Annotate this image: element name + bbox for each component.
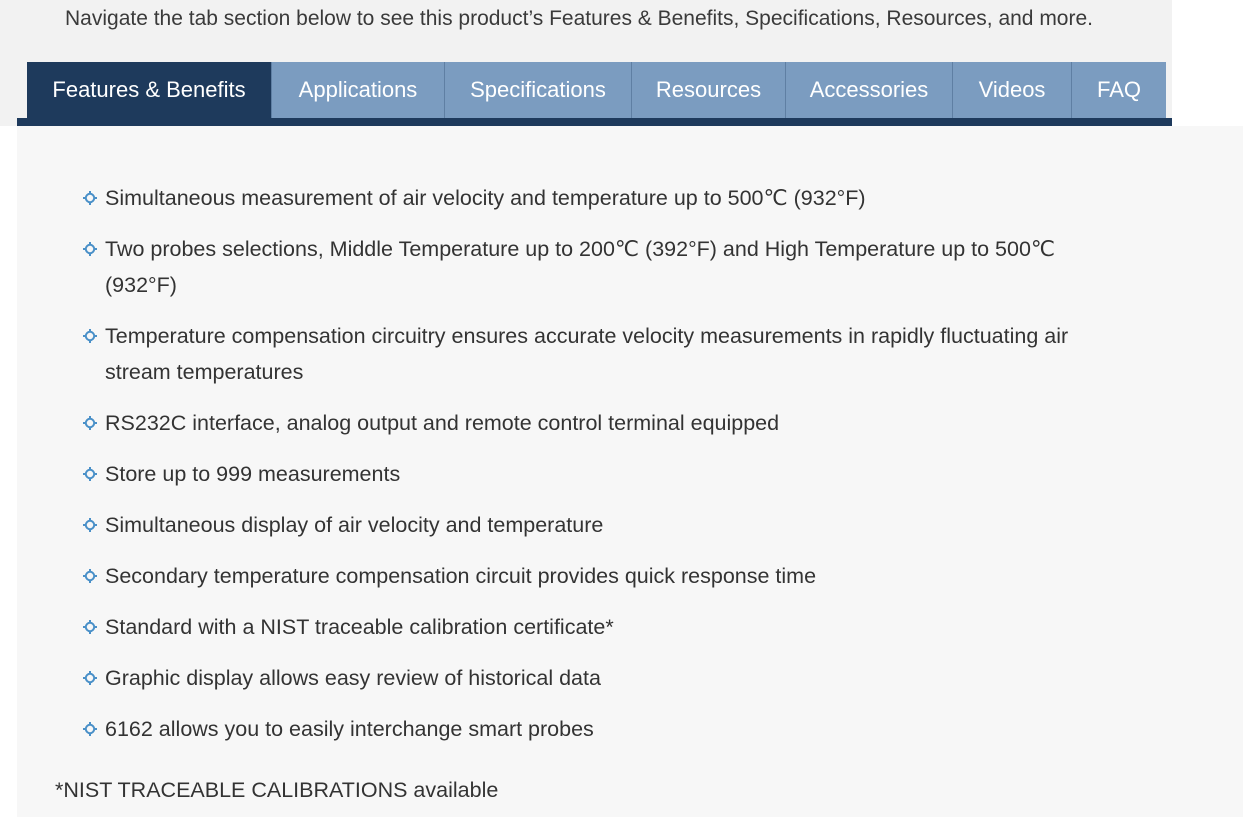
feature-item [82, 405, 1122, 441]
tab-features-benefits[interactable]: Features & Benefits [27, 62, 271, 118]
tab-underline [17, 118, 1172, 126]
tab-bar [27, 62, 1166, 118]
feature-item [82, 231, 1122, 303]
feature-item [82, 711, 1122, 747]
tab-resources[interactable]: Resources [631, 62, 785, 118]
feature-text: Simultaneous measurement of air velocity and temperature up to 500℃ (932°F) [105, 186, 866, 210]
feature-text: 6162 allows you to easily interchange smart probes [105, 717, 594, 741]
crosshair-circle-icon [83, 191, 97, 205]
feature-item [82, 180, 1122, 216]
feature-text: Temperature compensation circuitry ensures accurate velocity measurements in rapidly fluctuating air stream temperatures [105, 324, 1069, 384]
crosshair-circle-icon [83, 329, 97, 343]
feature-text: Graphic display allows easy review of historical data [105, 666, 601, 690]
feature-item [82, 558, 1122, 594]
tab-faq[interactable]: FAQ [1071, 62, 1166, 118]
feature-text: Simultaneous display of air velocity and temperature [105, 513, 604, 537]
intro-text: Navigate the tab section below to see this product’s Features & Benefits, Specifications, Resources, and more. [65, 7, 1093, 30]
feature-item [82, 456, 1122, 492]
feature-item [82, 507, 1122, 543]
tab-applications[interactable]: Applications [271, 62, 444, 118]
crosshair-circle-icon [83, 671, 97, 685]
crosshair-circle-icon [83, 242, 97, 256]
nist-footnote: *NIST TRACEABLE CALIBRATIONS available [55, 778, 499, 802]
crosshair-circle-icon [83, 620, 97, 634]
feature-text: RS232C interface, analog output and remote control terminal equipped [105, 411, 780, 435]
feature-item [82, 318, 1122, 390]
feature-text: Standard with a NIST traceable calibration certificate* [105, 615, 614, 639]
crosshair-circle-icon [83, 416, 97, 430]
tab-accessories[interactable]: Accessories [785, 62, 952, 118]
feature-text: Store up to 999 measurements [105, 462, 401, 486]
crosshair-circle-icon [83, 518, 97, 532]
tab-specifications[interactable]: Specifications [444, 62, 631, 118]
crosshair-circle-icon [83, 569, 97, 583]
feature-item [82, 609, 1122, 645]
feature-list [82, 180, 1122, 762]
crosshair-circle-icon [83, 722, 97, 736]
crosshair-circle-icon [83, 467, 97, 481]
tab-videos[interactable]: Videos [952, 62, 1071, 118]
feature-item [82, 660, 1122, 696]
feature-text: Two probes selections, Middle Temperature up to 200℃ (392°F) and High Temperature up to 500℃ (932°F) [105, 237, 1056, 297]
feature-text: Secondary temperature compensation circuit provides quick response time [105, 564, 817, 588]
